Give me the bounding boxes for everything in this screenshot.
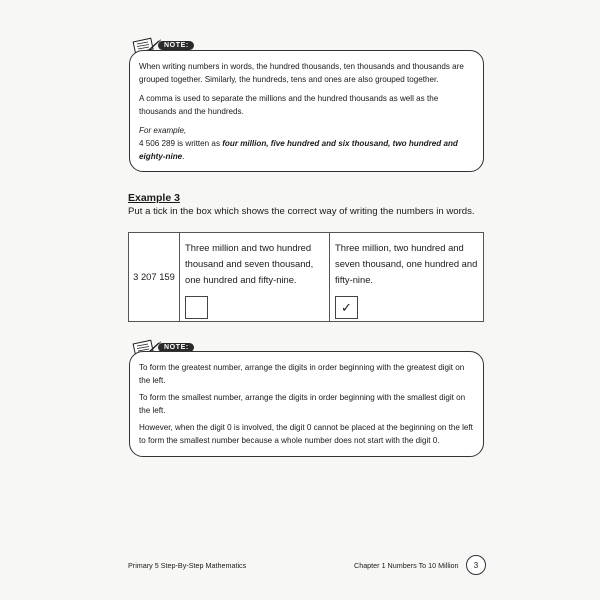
note-label: NOTE: (158, 41, 194, 50)
note-example-intro: For example, (139, 126, 187, 136)
answer-table (128, 232, 484, 322)
note-example-number: 4 506 289 is written as (139, 138, 223, 148)
option-text: Three million, two hundred and seven thousand, one hundred and fifty-nine. (335, 242, 478, 285)
number-cell: 3 207 159 (129, 233, 180, 322)
note-box (129, 50, 484, 172)
tick-box[interactable] (185, 296, 208, 319)
note-example-words: four million, five hundred and six thousand, two hundred and eighty-nine (139, 138, 458, 161)
tick-box[interactable]: ✓ (335, 296, 358, 319)
note-paragraph: To form the smallest number, arrange the digits in order beginning with the smallest digit on the left. (139, 393, 466, 415)
page-number: 3 (466, 555, 486, 575)
note-paragraph: When writing numbers in words, the hundred thousands, ten thousands and thousands are grouped together. Similarly, the hundreds, tens and ones are also grouped together. (139, 62, 464, 84)
note-label: NOTE: (158, 343, 194, 352)
note-paragraph: A comma is used to separate the millions and the hundred thousands as well as the thousands and the hundreds. (139, 94, 439, 116)
option-cell (180, 233, 330, 322)
example-instruction: Put a tick in the box which shows the correct way of writing the numbers in words. (128, 206, 475, 217)
note-example-end: . (182, 151, 185, 161)
note-box (129, 351, 484, 457)
option-cell (330, 233, 484, 322)
example-title: Example 3 (128, 192, 180, 204)
note-paragraph: However, when the digit 0 is involved, the digit 0 cannot be placed at the beginning on the left to form the smallest number because a whole number does not start with the digit 0. (139, 423, 473, 445)
note-example (139, 138, 473, 163)
note-paragraph: To form the greatest number, arrange the digits in order beginning with the greatest digit on the left. (139, 363, 465, 385)
footer-book-title: Primary 5 Step-By-Step Mathematics (128, 561, 247, 570)
footer-chapter: Chapter 1 Numbers To 10 Million (354, 561, 459, 570)
table-row (129, 233, 484, 322)
option-text: Three million and two hundred thousand and seven thousand, one hundred and fifty-nine. (185, 242, 314, 285)
